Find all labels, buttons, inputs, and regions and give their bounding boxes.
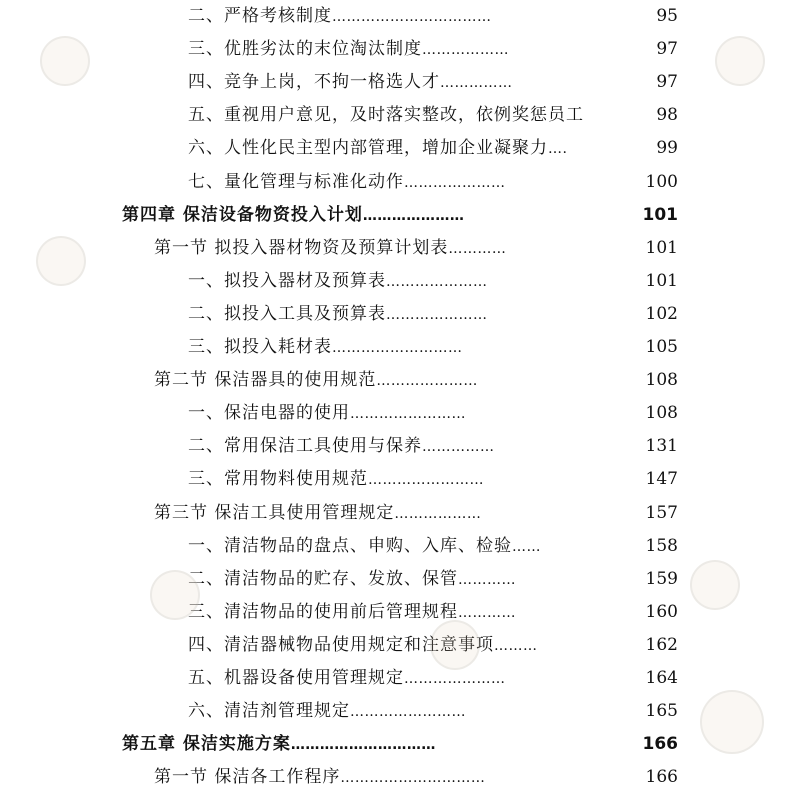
watermark-face-icon	[40, 36, 90, 86]
toc-entry-text: 五、重视用户意见，及时落实整改，依例奖惩员工	[188, 105, 584, 126]
toc-leader-dots: …………	[448, 240, 507, 257]
toc-leader-dots: ……	[512, 538, 541, 555]
toc-entry-text: 一、保洁电器的使用	[188, 403, 350, 424]
toc-entry-title	[154, 762, 485, 793]
toc-item-row[interactable]	[0, 34, 800, 64]
toc-entry-text: 三、常用物料使用规范	[188, 469, 368, 490]
toc-page-number: 99	[656, 138, 678, 159]
toc-leader-dots: …………	[458, 571, 516, 588]
toc-item-row[interactable]	[0, 1, 800, 31]
toc-leader-dots: …………………	[386, 273, 488, 290]
toc-leader-dots: ………………………	[332, 340, 463, 356]
toc-item-row[interactable]	[0, 133, 800, 163]
watermark-face-icon	[715, 36, 765, 86]
toc-item-row[interactable]	[0, 67, 800, 97]
toc-entry-title	[188, 696, 466, 727]
toc-page-number: 160	[645, 601, 678, 622]
toc-leader-dots: …………	[458, 604, 516, 621]
watermark-face-icon	[150, 570, 200, 620]
toc-entry-title	[122, 729, 436, 760]
toc-item-row[interactable]	[0, 663, 800, 693]
toc-page-number: 108	[645, 370, 678, 391]
toc-item-row[interactable]	[0, 696, 800, 726]
toc-entry-text: 二、常用保洁工具使用与保养	[188, 436, 422, 457]
toc-page-number: 97	[656, 72, 678, 93]
toc-page-number: 101	[645, 270, 678, 291]
toc-leader-dots: ……………………	[350, 406, 466, 423]
watermark-face-icon	[690, 560, 740, 610]
toc-entry-text: 第一节 拟投入器材物资及预算计划表	[154, 237, 449, 258]
toc-page-number: 159	[645, 568, 678, 589]
toc-item-row[interactable]	[0, 266, 800, 296]
toc-entry-text: 七、量化管理与标准化动作	[188, 171, 404, 192]
toc-item-row[interactable]	[0, 464, 800, 494]
toc-page-number: 166	[642, 734, 678, 755]
toc-leader-dots: …………………………	[340, 770, 486, 787]
toc-entry-text: 第一节 保洁各工作程序	[154, 767, 341, 788]
toc-leader-dots: ………	[494, 637, 538, 654]
toc-entry-title	[188, 564, 516, 595]
toc-item-row[interactable]	[0, 431, 800, 461]
toc-entry-text: 六、清洁剂管理规定	[188, 701, 350, 722]
toc-entry-title	[154, 365, 478, 396]
toc-entry-text: 二、清洁物品的贮存、发放、保管	[188, 568, 458, 589]
toc-page-number: 165	[645, 701, 678, 722]
toc-item-row[interactable]	[0, 531, 800, 561]
toc-chapter-row[interactable]	[0, 729, 800, 759]
toc-page-number: 98	[656, 105, 678, 126]
toc-page-number: 105	[645, 337, 678, 357]
toc-entry-text: 第三节 保洁工具使用管理规定	[154, 502, 395, 523]
toc-leader-dots: …………………	[404, 671, 506, 687]
toc-entry-title	[188, 630, 538, 661]
toc-entry-title	[188, 431, 495, 462]
toc-page-number: 101	[642, 204, 678, 225]
watermark-face-icon	[430, 620, 480, 670]
toc-entry-text: 三、拟投入耗材表	[188, 337, 332, 357]
toc-page-number: 162	[645, 634, 678, 655]
toc-entry-text: 第五章 保洁实施方案	[122, 734, 291, 755]
toc-entry-text: 第二节 保洁器具的使用规范	[154, 370, 377, 391]
toc-page-number: 108	[645, 403, 678, 424]
toc-section-row[interactable]	[0, 762, 800, 792]
toc-section-row[interactable]	[0, 498, 800, 528]
toc-page-number: 102	[645, 303, 678, 324]
toc-entry-title	[188, 133, 567, 164]
toc-page-number: 95	[656, 6, 678, 26]
toc-entry-title	[188, 167, 506, 198]
toc-page-number: 131	[645, 436, 678, 457]
toc-leader-dots: ……………	[440, 75, 513, 92]
watermark-face-icon	[36, 236, 86, 286]
toc-leader-dots: …………………	[386, 306, 488, 323]
toc-entry-title	[188, 531, 541, 562]
toc-entry-text: 一、拟投入器材及预算表	[188, 270, 386, 291]
toc-entry-title	[154, 498, 481, 529]
toc-entry-title	[188, 100, 584, 131]
toc-entry-title	[154, 233, 506, 264]
toc-section-row[interactable]	[0, 233, 800, 263]
toc-leader-dots: ……………………	[350, 704, 466, 721]
toc-page-number: 147	[645, 469, 678, 490]
toc-item-row[interactable]	[0, 564, 800, 594]
toc-item-row[interactable]	[0, 398, 800, 428]
toc-leader-dots: ……………………………	[332, 9, 492, 25]
toc-item-row[interactable]	[0, 299, 800, 329]
toc-leader-dots: ….	[548, 141, 568, 158]
toc-entry-text: 四、竞争上岗，不拘一格选人才	[188, 72, 440, 93]
toc-entry-title	[188, 1, 492, 32]
toc-item-row[interactable]	[0, 167, 800, 197]
toc-entry-text: 三、清洁物品的使用前后管理规程	[188, 601, 458, 622]
toc-entry-title	[188, 266, 488, 297]
toc-leader-dots: …………………	[376, 373, 478, 390]
toc-page-number: 164	[645, 668, 678, 688]
toc-item-row[interactable]	[0, 630, 800, 660]
toc-page-number: 157	[645, 502, 678, 523]
toc-leader-dots: …………………………	[290, 737, 436, 754]
toc-item-row[interactable]	[0, 597, 800, 627]
toc-entry-text: 三、优胜劣汰的末位淘汰制度	[188, 39, 422, 60]
toc-leader-dots: ………………	[394, 505, 482, 522]
toc-entry-text: 二、拟投入工具及预算表	[188, 303, 386, 324]
toc-entry-title	[188, 464, 484, 495]
toc-page-number: 97	[656, 39, 678, 60]
toc-entry-title	[122, 200, 464, 231]
toc-entry-title	[188, 67, 513, 98]
toc-page-number: 158	[645, 535, 678, 556]
toc-item-row[interactable]	[0, 100, 800, 130]
toc-leader-dots: ……………	[422, 439, 495, 456]
toc-entry-title	[188, 299, 488, 330]
toc-leader-dots: …………………	[362, 207, 465, 224]
toc-entry-text: 第四章 保洁设备物资投入计划	[122, 204, 363, 225]
toc-leader-dots: ………………	[422, 42, 509, 59]
toc-entry-text: 五、机器设备使用管理规定	[188, 668, 404, 688]
toc-entry-text: 四、清洁器械物品使用规定和注意事项	[188, 634, 494, 655]
toc-leader-dots: …………………	[404, 174, 506, 191]
toc-section-row[interactable]	[0, 365, 800, 395]
toc-chapter-row[interactable]	[0, 200, 800, 230]
toc-entry-text: 六、人性化民主型内部管理，增加企业凝聚力	[188, 138, 548, 159]
toc-entry-text: 一、清洁物品的盘点、申购、入库、检验	[188, 535, 512, 556]
toc-entry-title	[188, 398, 466, 429]
toc-page-number: 101	[645, 237, 678, 258]
toc-entry-text: 二、严格考核制度	[188, 6, 332, 26]
toc-page-number: 166	[645, 767, 678, 788]
toc-entry-title	[188, 34, 509, 65]
toc-leader-dots: ……………………	[368, 472, 484, 489]
watermark-face-icon	[700, 690, 764, 754]
toc-page-number: 100	[645, 171, 678, 192]
toc-entry-title	[188, 332, 463, 363]
toc-item-row[interactable]	[0, 332, 800, 362]
